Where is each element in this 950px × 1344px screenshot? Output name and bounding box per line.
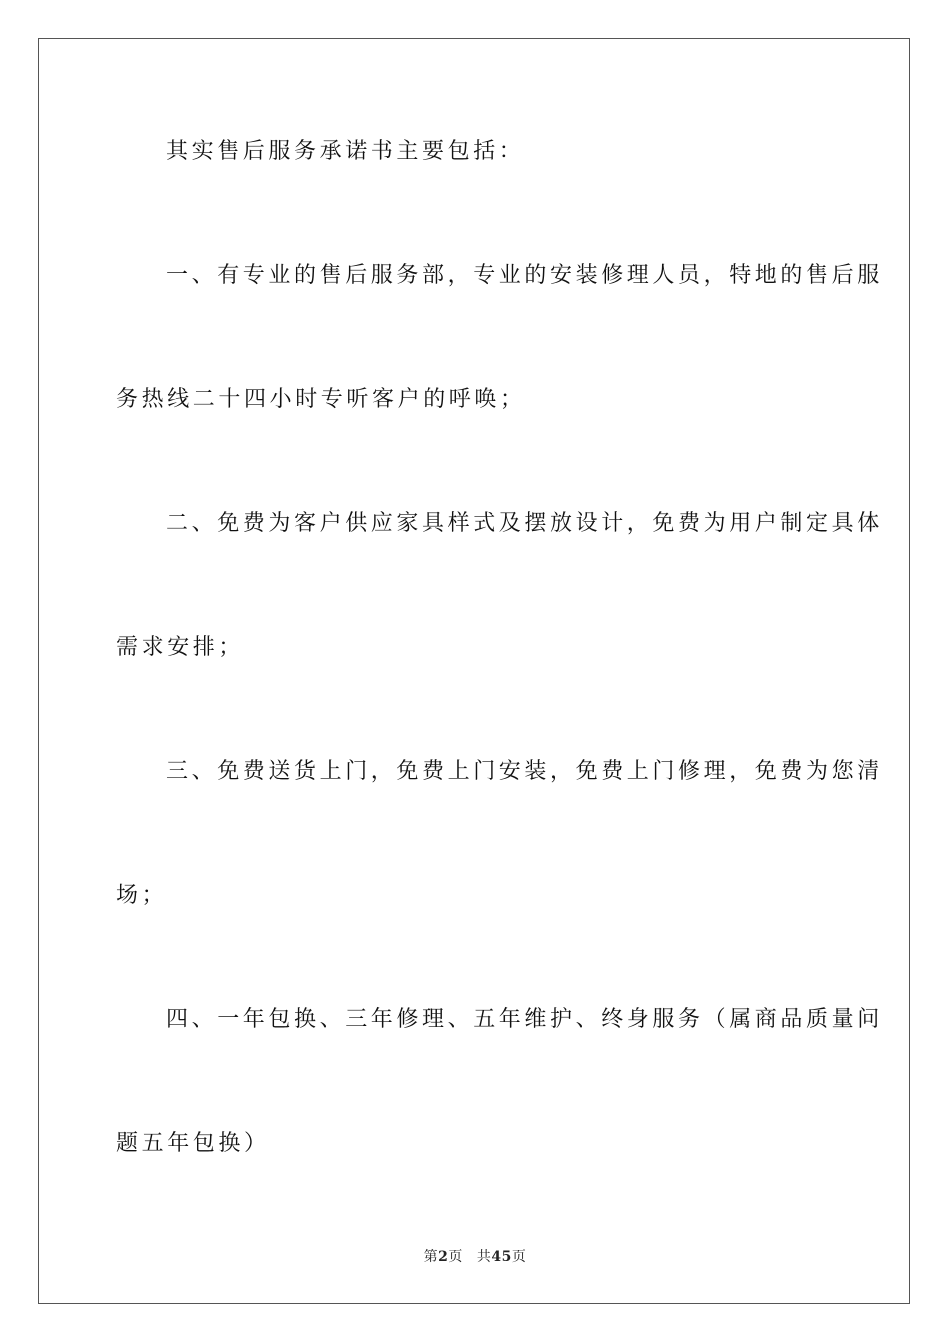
page-suffix: 页 bbox=[448, 1249, 463, 1265]
item-2-line-1: 二、免费为客户供应家具样式及摆放设计，免费为用户制定具体 bbox=[166, 511, 883, 536]
page-frame bbox=[38, 38, 910, 1304]
item-3-line-1: 三、免费送货上门，免费上门安装，免费上门修理，免费为您清 bbox=[166, 759, 883, 784]
item-3-line-2: 场； bbox=[116, 883, 168, 908]
total-suffix: 页 bbox=[511, 1249, 527, 1265]
item-2-line-2: 需求安排； bbox=[116, 635, 245, 660]
item-1-line-1: 一、有专业的售后服务部，专业的安装修理人员，特地的售后服 bbox=[166, 263, 883, 288]
item-4-line-1: 四、一年包换、三年修理、五年维护、终身服务（属商品质量问 bbox=[166, 1007, 883, 1032]
intro-line: 其实售后服务承诺书主要包括： bbox=[166, 139, 525, 164]
item-1-line-2: 务热线二十四小时专听客户的呼唤； bbox=[116, 387, 526, 412]
total-prefix: 共 bbox=[476, 1249, 492, 1265]
item-4-line-2: 题五年包换） bbox=[116, 1131, 270, 1156]
page-prefix: 第 bbox=[423, 1249, 439, 1265]
page-footer bbox=[0, 1246, 950, 1266]
total-pages: 45 bbox=[491, 1249, 512, 1265]
page-number: 2 bbox=[438, 1249, 449, 1265]
